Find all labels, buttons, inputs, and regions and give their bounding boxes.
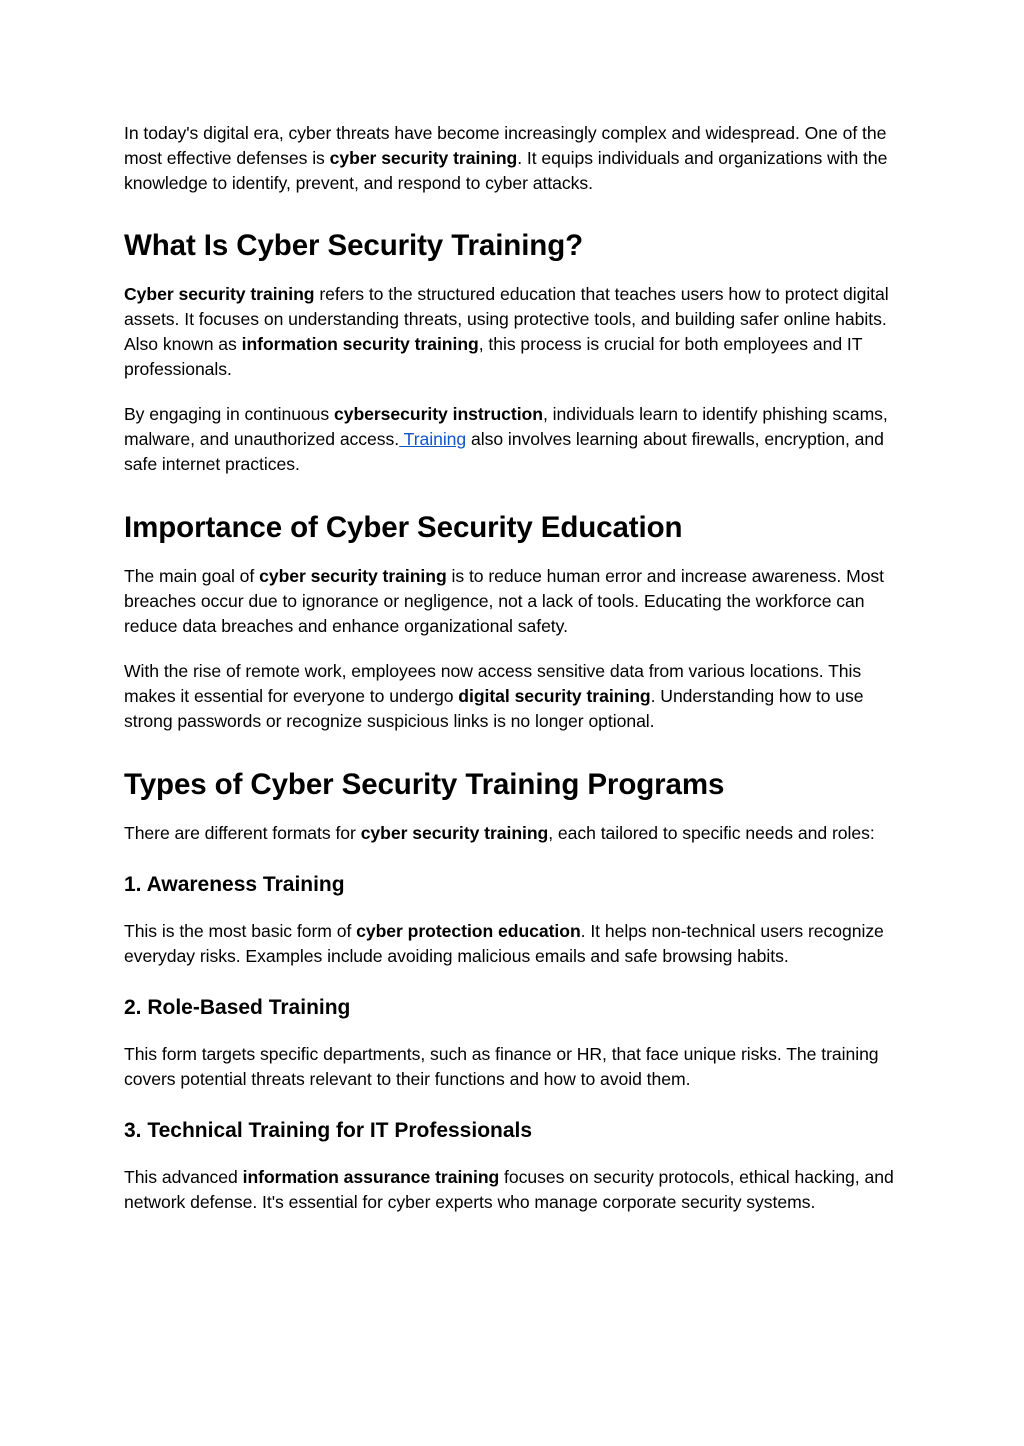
training-link[interactable]: Training [399, 429, 467, 449]
section-heading-importance: Importance of Cyber Security Education [124, 511, 683, 544]
technical-training-paragraph: This advanced information assurance training focuses on security protocols, ethical hacking, and network defense. It's essential for cyber experts who manage corporate security systems. [124, 1167, 894, 1212]
section1-paragraph-1: Cyber security training refers to the structured education that teaches users how to protect digital assets. It focuses on understanding threats, using protective tools, and building safer online habits. Also known as information security training, this process is crucial for both employees and IT professionals. [124, 284, 889, 379]
subheading-awareness-training: 1. Awareness Training [124, 873, 345, 896]
section2-paragraph-1: The main goal of cyber security training is to reduce human error and increase awareness. Most breaches occur due to ignorance or negligence, not a lack of tools. Educating the workforce can reduce data breaches and enhance organizational safety. [124, 566, 885, 636]
document-page [124, 121, 914, 1215]
subheading-role-based-training: 2. Role-Based Training [124, 996, 351, 1019]
section1-paragraph-2: By engaging in continuous cybersecurity instruction, individuals learn to identify phishing scams, malware, and unauthorized access. Training also involves learning about firewalls, encryption, and safe internet practices. [124, 404, 888, 474]
section-heading-what-is: What Is Cyber Security Training? [124, 229, 584, 262]
section3-paragraph-1: There are different formats for cyber security training, each tailored to specific needs and roles: [124, 823, 875, 843]
subheading-technical-training: 3. Technical Training for IT Professionals [124, 1119, 533, 1142]
awareness-training-paragraph: This is the most basic form of cyber protection education. It helps non-technical users recognize everyday risks. Examples include avoiding malicious emails and safe browsing habits. [124, 921, 884, 966]
role-based-training-paragraph: This form targets specific departments, such as finance or HR, that face unique risks. The training covers potential threats relevant to their functions and how to avoid them. [124, 1044, 879, 1089]
intro-paragraph: In today's digital era, cyber threats have become increasingly complex and widespread. One of the most effective defenses is cyber security training. It equips individuals and organizations with the knowledge to identify, prevent, and respond to cyber attacks. [124, 123, 888, 193]
section-heading-types: Types of Cyber Security Training Programs [124, 768, 725, 801]
section2-paragraph-2: With the rise of remote work, employees now access sensitive data from various locations. This makes it essential for everyone to undergo digital security training. Understanding how to use strong passwords or recognize suspicious links is no longer optional. [124, 661, 864, 731]
